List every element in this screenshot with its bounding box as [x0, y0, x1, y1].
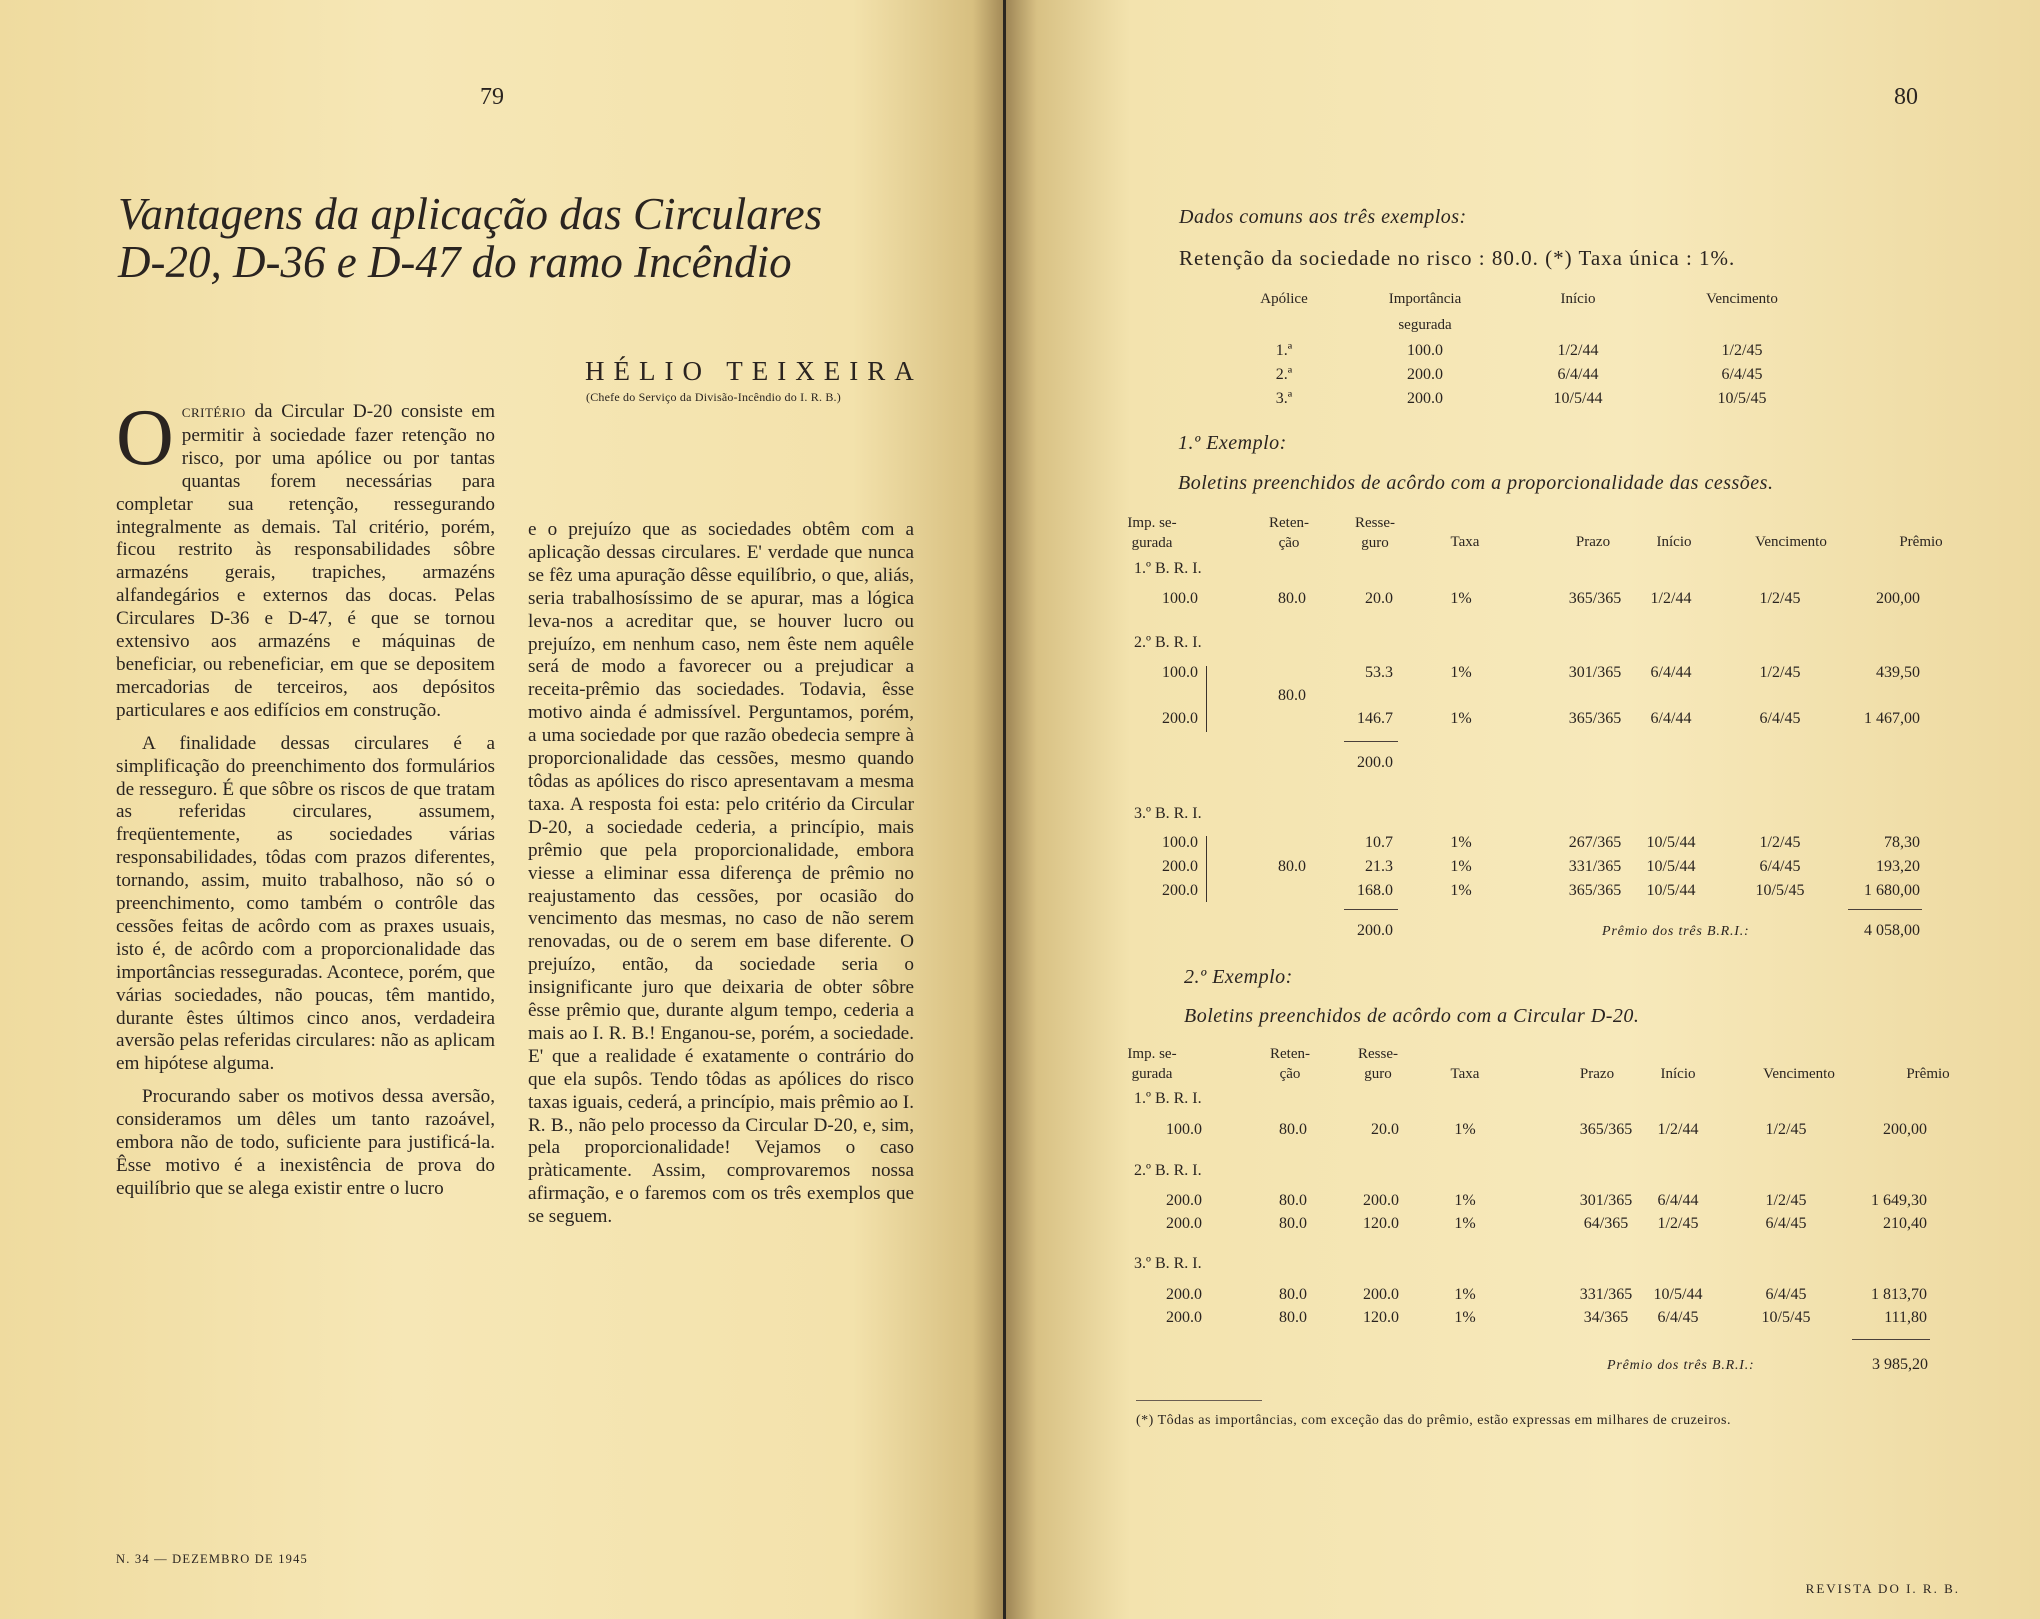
- table-cell: 1%: [1450, 858, 1472, 875]
- table-cell: 1%: [1450, 590, 1472, 607]
- column-header: gurada: [1131, 535, 1173, 551]
- column-header: Imp. se-: [1127, 1046, 1177, 1062]
- table-cell: 64/365: [1583, 1215, 1629, 1232]
- table-cell: 80.0: [1278, 687, 1306, 704]
- table-cell: 6/4/44: [1650, 710, 1692, 727]
- table-cell: 6/4/45: [1759, 858, 1801, 875]
- column-header: Taxa: [1450, 1066, 1480, 1082]
- table-cell: 1%: [1454, 1286, 1476, 1303]
- table-cell: 10/5/44: [1653, 1286, 1703, 1303]
- table-cell: 80.0: [1279, 1192, 1307, 1209]
- table-cell: 1 680,00: [1864, 882, 1920, 899]
- total-value: 3 985,20: [1872, 1356, 1928, 1373]
- bracket: [1206, 666, 1207, 732]
- table-cell: 1%: [1454, 1215, 1476, 1232]
- table-cell: 111,80: [1884, 1309, 1927, 1326]
- table-cell: 1.ª: [1275, 342, 1293, 359]
- total-label: Prêmio dos três B.R.I.:: [1602, 924, 1750, 939]
- lead-smallcaps: CRITÉRIO: [181, 405, 246, 420]
- table-cell: 146.7: [1357, 710, 1393, 727]
- article-column-2: [528, 519, 914, 1239]
- table-cell: 100.0: [1162, 590, 1198, 607]
- page-number: 80: [1894, 84, 1918, 110]
- table-cell: 439,50: [1876, 664, 1920, 681]
- table-cell: 100.0: [1162, 834, 1198, 851]
- table-cell: 10/5/45: [1717, 390, 1767, 407]
- table-cell: 200,00: [1883, 1121, 1927, 1138]
- table-cell: 1/2/45: [1759, 590, 1801, 607]
- table-cell: 53.3: [1365, 664, 1393, 681]
- table-cell: 1/2/45: [1657, 1215, 1699, 1232]
- table-cell: 100.0: [1407, 342, 1443, 359]
- table-cell: 80.0: [1279, 1215, 1307, 1232]
- table-cell: 200.0: [1166, 1215, 1202, 1232]
- paragraph: Procurando saber os motivos dessa aversão, consideramos um dêles um tanto razoável, embora não de todo, suficiente para justificá-la. Êsse motivo é a inexistência de prova do equilíbrio que se alega existir entre o lucro: [116, 1086, 495, 1199]
- table-cell: 365/365: [1568, 710, 1622, 727]
- table-cell: 1%: [1450, 710, 1472, 727]
- table-cell: 1/2/45: [1721, 342, 1763, 359]
- total-value: 4 058,00: [1864, 922, 1920, 939]
- common-data-heading: Dados comuns aos três exemplos:: [1179, 206, 1467, 228]
- table-cell: 1%: [1450, 882, 1472, 899]
- table-cell: 200.0: [1357, 922, 1393, 939]
- table-cell: 200.0: [1363, 1286, 1399, 1303]
- table-cell: 1/2/45: [1765, 1192, 1807, 1209]
- table-cell: 2.ª: [1275, 366, 1293, 383]
- table-cell: 200.0: [1357, 754, 1393, 771]
- table-cell: 6/4/44: [1650, 664, 1692, 681]
- paragraph: e o prejuízo que as sociedades obtêm com a aplicação dessas circulares. E' verdade que nunca se fêz uma apuração dêsse equilíbrio, o que, aliás, seria trabalhosíssimo de se apurar, mas a lógica leva-nos a acreditar que, se houver lucro ou prejuízo, em nenhum caso, nem êste nem aquêle será de modo a favorecer ou a prejudicar a receita-prêmio das sociedades. Todavia, êsse motivo ainda é admissível. Perguntamos, porém, a uma sociedade por que razão obedecia sempre à proporcionalidade das cessões, mesmo quando tôdas as apólices do risco apresentavam a mesma taxa. A resposta foi esta: pelo critério da Circular D-20, a sociedade cederia, a princípio, mais prêmio que pela proporcionalidade, embora viesse a eliminar essa diferença de prêmio no reajustamento das cessões, por ocasião do vencimento das mesmas, no caso de não serem renovadas, ou de o serem em base diferente. O prejuízo, então, da sociedade seria o insignificante juro que deixaria de obter sôbre êsse prêmio que, durante algum tempo, cederia a mais ao I. R. B.! Enganou-se, porém, a sociedade. E' que a realidade é exatamente o contrário do que ela supôs. Tendo tôdas as apólices do risco taxas iguais, cederá, a princípio, mais prêmio ao I. R. B., não pelo processo da Circular D-20, e, sim, pela proporcionalidade! Vejamos o caso pràticamente. Assim, comprovaremos nossa afirmação, e o faremos com os três exemplos que se seguem.: [528, 519, 914, 1228]
- table-cell: 200.0: [1162, 858, 1198, 875]
- table-cell: 365/365: [1568, 882, 1622, 899]
- bracket: [1206, 836, 1207, 902]
- table-cell: 193,20: [1876, 858, 1920, 875]
- column-header: Taxa: [1450, 534, 1480, 550]
- bri-label: 1.º B. R. I.: [1134, 560, 1202, 577]
- example-1-title: 1.º Exemplo:: [1178, 432, 1287, 454]
- left-page: [0, 0, 1003, 1619]
- table-cell: 78,30: [1884, 834, 1920, 851]
- table-cell: 80.0: [1279, 1286, 1307, 1303]
- table-cell: 120.0: [1363, 1309, 1399, 1326]
- table-cell: 168.0: [1357, 882, 1393, 899]
- sum-rule: [1852, 1339, 1930, 1340]
- footnote: (*) Tôdas as importâncias, com exceção das do prêmio, estão expressas em milhares de cruzeiros.: [1136, 1413, 1731, 1428]
- table-cell: 331/365: [1568, 858, 1622, 875]
- table-cell: 200.0: [1166, 1286, 1202, 1303]
- table-cell: 6/4/45: [1765, 1215, 1807, 1232]
- table-cell: 1/2/45: [1759, 834, 1801, 851]
- title-line-2: D-20, D-36 e D-47 do ramo Incêndio: [118, 237, 792, 287]
- article-title: [118, 190, 898, 286]
- table-cell: 200,00: [1876, 590, 1920, 607]
- column-header: Importância: [1388, 291, 1462, 307]
- column-header: Prêmio: [1899, 534, 1943, 550]
- table-cell: 1/2/45: [1765, 1121, 1807, 1138]
- table-cell: 1/2/44: [1657, 1121, 1699, 1138]
- column-header: Prazo: [1579, 1066, 1615, 1082]
- paragraph: OCRITÉRIO da Circular D-20 consiste em permitir à sociedade fazer retenção no risco, por uma apólice ou por tantas quantas forem necessárias para completar sua retenção, ressegurando integralmente as demais. Tal critério, porém, ficou restrito às responsabilidades sôbre armazéns gerais, trapiches, armazéns alfandegários e externos das docas. Pelas Circulares D-36 e D-47, é que se tornou extensivo aos armazéns e máquinas de beneficiar, ou rebeneficiar, em que se depositem mercadorias de terceiros, aos depósitos particulares e aos edifícios em construção.: [116, 394, 495, 721]
- table-cell: 6/4/45: [1721, 366, 1763, 383]
- table-cell: 120.0: [1363, 1215, 1399, 1232]
- sum-rule: [1848, 909, 1922, 910]
- bri-label: 2.º B. R. I.: [1134, 1162, 1202, 1179]
- table-cell: 6/4/44: [1557, 366, 1599, 383]
- table-cell: 3.ª: [1275, 390, 1293, 407]
- example-2-title: 2.º Exemplo:: [1184, 966, 1293, 988]
- table-cell: 331/365: [1579, 1286, 1633, 1303]
- sum-rule: [1344, 741, 1398, 742]
- table-cell: 200.0: [1166, 1309, 1202, 1326]
- sum-rule: [1344, 909, 1398, 910]
- table-cell: 20.0: [1365, 590, 1393, 607]
- table-cell: 10/5/44: [1553, 390, 1603, 407]
- column-header: ção: [1279, 1066, 1301, 1082]
- table-cell: 1 649,30: [1871, 1192, 1927, 1209]
- table-cell: 210,40: [1883, 1215, 1927, 1232]
- table-cell: 1/2/45: [1759, 664, 1801, 681]
- column-header: Reten-: [1270, 1046, 1310, 1062]
- author-role: (Chefe do Serviço da Divisão-Incêndio do I. R. B.): [586, 390, 841, 404]
- table-cell: 100.0: [1162, 664, 1198, 681]
- table-cell: 10/5/45: [1755, 882, 1805, 899]
- table-cell: 1/2/44: [1650, 590, 1692, 607]
- paragraph: A finalidade dessas circulares é a simplificação do preenchimento dos formulários de resseguro. É que sôbre os riscos de que tratam as referidas circulares, assumem, freqüentemente, as sociedades várias responsabilidades, tôdas com prazos diferentes, tornando, assim, muito trabalhoso, não só o preenchimento, como também o contrôle das cessões feitas de acôrdo com as praxes usuais, isto é, de acôrdo com a proporcionalidade das importâncias resseguradas. Acontece, porém, que várias sociedades, não poucas, têm mantido, durante êstes últimos cinco anos, verdadeira aversão pelas referidas circulares: não as aplicam em hipótese alguma.: [116, 732, 495, 1075]
- table-cell: 267/365: [1568, 834, 1622, 851]
- right-page: [1006, 0, 2040, 1619]
- table-cell: 34/365: [1583, 1309, 1629, 1326]
- table-cell: 200.0: [1363, 1192, 1399, 1209]
- column-header: segurada: [1398, 317, 1452, 333]
- table-cell: 1 813,70: [1871, 1286, 1927, 1303]
- table-cell: 301/365: [1579, 1192, 1633, 1209]
- table-cell: 301/365: [1568, 664, 1622, 681]
- table-cell: 80.0: [1279, 1121, 1307, 1138]
- table-cell: 200.0: [1407, 390, 1443, 407]
- table-cell: 1%: [1450, 834, 1472, 851]
- table-cell: 80.0: [1278, 590, 1306, 607]
- bri-label: 1.º B. R. I.: [1134, 1090, 1202, 1107]
- column-header: ção: [1278, 535, 1300, 551]
- table-cell: 10/5/44: [1646, 858, 1696, 875]
- table-cell: 10/5/45: [1761, 1309, 1811, 1326]
- table-cell: 1%: [1454, 1192, 1476, 1209]
- table-cell: 6/4/44: [1657, 1192, 1699, 1209]
- table-cell: 80.0: [1278, 858, 1306, 875]
- table-cell: 6/4/45: [1657, 1309, 1699, 1326]
- column-header: guro: [1364, 1066, 1392, 1082]
- table-cell: 1%: [1454, 1121, 1476, 1138]
- bri-label: 3.º B. R. I.: [1134, 805, 1202, 822]
- issue-footer: N. 34 — DEZEMBRO DE 1945: [116, 1552, 308, 1566]
- example-1-subtitle: Boletins preenchidos de acôrdo com a proporcionalidade das cessões.: [1178, 472, 1774, 494]
- column-header: Apólice: [1260, 291, 1308, 307]
- column-header: Prêmio: [1906, 1066, 1950, 1082]
- table-cell: 1 467,00: [1864, 710, 1920, 727]
- author-name: HÉLIO TEIXEIRA: [585, 356, 923, 386]
- table-cell: 6/4/45: [1759, 710, 1801, 727]
- column-header: gurada: [1131, 1066, 1173, 1082]
- example-2-subtitle: Boletins preenchidos de acôrdo com a Circular D-20.: [1184, 1005, 1640, 1027]
- column-header: guro: [1361, 535, 1389, 551]
- column-header: Início: [1656, 534, 1692, 550]
- article-column-1: [116, 394, 495, 1211]
- page-number: 79: [480, 84, 504, 110]
- journal-footer: REVISTA DO I. R. B.: [1805, 1581, 1960, 1596]
- table-cell: 10.7: [1365, 834, 1393, 851]
- bri-label: 2.º B. R. I.: [1134, 634, 1202, 651]
- table-cell: 20.0: [1371, 1121, 1399, 1138]
- title-line-1: Vantagens da aplicação das Circulares: [118, 189, 823, 239]
- column-header: Prazo: [1575, 534, 1611, 550]
- column-header: Início: [1560, 291, 1596, 307]
- total-label: Prêmio dos três B.R.I.:: [1607, 1358, 1755, 1373]
- column-header: Vencimento: [1706, 291, 1778, 307]
- table-cell: 1%: [1450, 664, 1472, 681]
- table-cell: 21.3: [1365, 858, 1393, 875]
- table-cell: 6/4/45: [1765, 1286, 1807, 1303]
- table-cell: 1/2/44: [1557, 342, 1599, 359]
- drop-cap: O: [116, 394, 174, 482]
- table-cell: 200.0: [1162, 710, 1198, 727]
- table-cell: 200.0: [1166, 1192, 1202, 1209]
- table-cell: 200.0: [1162, 882, 1198, 899]
- column-header: Início: [1660, 1066, 1696, 1082]
- column-header: Imp. se-: [1127, 515, 1177, 531]
- column-header: Reten-: [1269, 515, 1309, 531]
- column-header: Resse-: [1355, 515, 1395, 531]
- table-cell: 365/365: [1568, 590, 1622, 607]
- table-cell: 365/365: [1579, 1121, 1633, 1138]
- column-header: Vencimento: [1763, 1066, 1835, 1082]
- column-header: Resse-: [1358, 1046, 1398, 1062]
- table-cell: 80.0: [1279, 1309, 1307, 1326]
- table-cell: 10/5/44: [1646, 834, 1696, 851]
- retention-line: Retenção da sociedade no risco : 80.0. (*) Taxa única : 1%.: [1179, 246, 1736, 270]
- footnote-rule: [1136, 1400, 1262, 1401]
- bri-label: 3.º B. R. I.: [1134, 1255, 1202, 1272]
- table-cell: 10/5/44: [1646, 882, 1696, 899]
- table-cell: 1%: [1454, 1309, 1476, 1326]
- table-cell: 200.0: [1407, 366, 1443, 383]
- column-header: Vencimento: [1755, 534, 1827, 550]
- table-cell: 100.0: [1166, 1121, 1202, 1138]
